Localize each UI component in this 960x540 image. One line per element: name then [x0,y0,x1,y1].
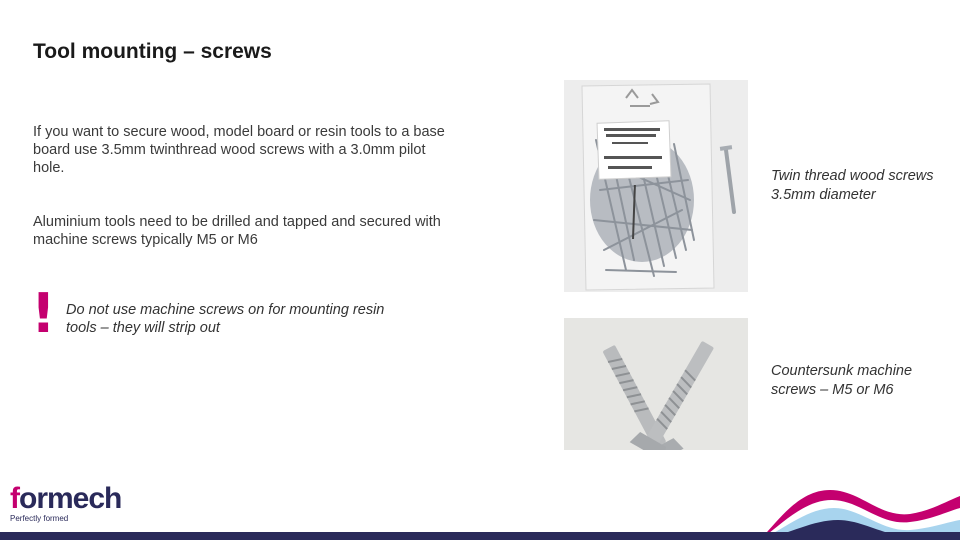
caption-wood-screws: Twin thread wood screws 3.5mm diameter [771,168,934,203]
footer-bar [0,532,960,540]
brand-waves-decoration [760,478,960,540]
machine-screws-illustration [564,318,748,450]
paragraph-aluminium-tools: Aluminium tools need to be drilled and tapped and secured with machine screws typically M5 or M6 [33,214,441,248]
paragraph-wood-screws: If you want to secure wood, model board or resin tools to a base board use 3.5mm twinthread wood screws with a 3.0mm pilot hole. [33,124,445,176]
screw-bag-photo [564,80,748,292]
screw-bag-illustration [564,80,748,292]
logo-wordmark [10,484,121,514]
slide-title: Tool mounting – screws [33,40,272,63]
caption-machine-screws: Countersunk machine screws – M5 or M6 [771,363,913,398]
formech-logo [10,484,121,524]
logo-letters-rest: ormech [19,482,122,515]
machine-screws-photo [564,318,748,450]
warning-text: Do not use machine screws on for mounting resin tools – they will strip out [66,302,385,336]
warning-exclamation-icon: ! [31,282,56,345]
logo-tagline: Perfectly formed [10,514,69,523]
logo-letter-f: f [10,482,19,515]
